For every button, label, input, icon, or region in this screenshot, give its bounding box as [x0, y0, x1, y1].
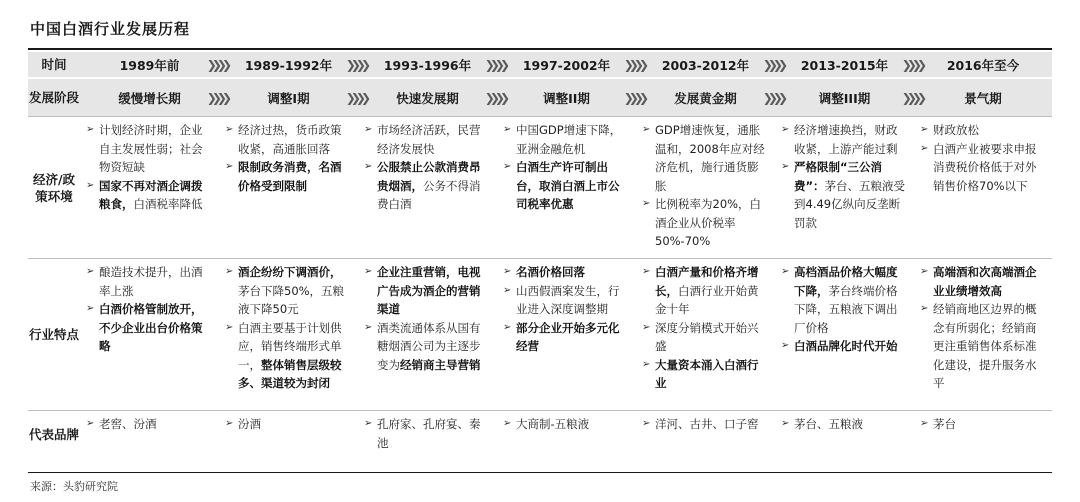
- brand-cell: [80, 411, 219, 459]
- bullet-list: [497, 411, 636, 438]
- chevron-arrow-icon: ❯❯❯❯: [345, 90, 366, 105]
- bold-text: 严格限制“三公消费”：: [794, 160, 883, 193]
- industry-cell: [219, 259, 358, 411]
- bullet-item: [86, 263, 213, 300]
- chevron-arrow-icon: ❯❯❯❯: [762, 57, 783, 72]
- bullet-item: [503, 121, 630, 158]
- bullet-list: [358, 259, 497, 378]
- bold-text: 白酒产量和价格齐增长，: [655, 265, 759, 298]
- bold-text: 高档酒品价格大幅度下降，: [794, 265, 898, 298]
- bullet-list: [914, 259, 1052, 397]
- bullet-item: [86, 300, 213, 356]
- bold-text: 公服禁止公款消费昂贵烟酒，: [377, 160, 481, 193]
- chevron-arrow-icon: ❯❯❯❯: [623, 90, 644, 105]
- bullet-list: [80, 259, 219, 360]
- stage-cell: 缓慢增长期 ❯❯❯❯: [80, 78, 219, 117]
- bullet-item: [225, 319, 352, 393]
- econ-label: 经济/政策环境: [28, 117, 80, 259]
- time-header-row: [28, 52, 1052, 78]
- econ-cell: [80, 117, 219, 259]
- bullet-item: [642, 121, 769, 195]
- bullet-item: [642, 263, 769, 319]
- bullet-list: [775, 259, 914, 360]
- econ-cell: [219, 117, 358, 259]
- bold-text: 白酒价格管制放开，不少企业出台价格策略: [99, 302, 203, 353]
- history-table: [28, 52, 1052, 459]
- bullet-text: 市场经济活跃，民营经济发展快: [377, 123, 481, 156]
- bullet-list: [497, 259, 636, 360]
- econ-cell: [497, 117, 636, 259]
- bullet-list: [358, 117, 497, 218]
- period-cell: 1989-1992年 ❯❯❯❯: [219, 52, 358, 78]
- bullet-item: [642, 356, 769, 393]
- period-cell: 1997-2002年 ❯❯❯❯: [497, 52, 636, 78]
- bullet-text: GDP增速恢复，通胀温和，2008年应对经济危机，施行通货膨胀: [655, 123, 765, 193]
- time-label: 时间: [28, 52, 80, 78]
- industry-cell: [358, 259, 497, 411]
- industry-cell: [636, 259, 775, 411]
- bullet-text: 深度分销模式开始兴盛: [655, 320, 759, 353]
- bold-text: 经销商主导营销: [400, 357, 481, 372]
- bullet-item: [86, 121, 213, 177]
- stage-label: 发展阶段: [28, 78, 80, 117]
- bullet-text: 茅台、五粮液受到4.49亿纵向反垄断罚款: [794, 178, 906, 230]
- bullet-item: [225, 263, 352, 319]
- bullet-list: [358, 411, 497, 456]
- bullet-text: 白酒税率降低: [133, 197, 203, 211]
- bullet-item: [781, 121, 908, 158]
- bold-text: 白酒品牌化时代开始: [794, 339, 898, 353]
- bullet-item: [920, 140, 1046, 196]
- bullet-item: [920, 121, 1046, 140]
- bullet-item: ➢ 洋河、古井、口子窖: [642, 415, 769, 434]
- bullet-list: [914, 117, 1052, 199]
- bullet-item: [364, 158, 491, 214]
- chevron-arrow-icon: ❯❯❯❯: [623, 57, 644, 72]
- brand-cell: [914, 411, 1052, 459]
- bullet-item: [364, 319, 491, 375]
- bullet-text: 茅台终端价格下降，五粮液下调出厂价格: [794, 283, 898, 335]
- bullet-list: [914, 411, 1052, 438]
- brand-cell: [636, 411, 775, 459]
- bullet-text: 经济过热，货币政策收紧，高通胀回落: [238, 123, 342, 156]
- bold-text: 白酒生产许可制出台，取消白酒上市公司税率优惠: [516, 160, 620, 211]
- bold-text: 高端酒和次高端酒企业业绩增效高: [933, 265, 1037, 298]
- bullet-text: 中国GDP增速下降，亚洲金融危机: [516, 123, 622, 156]
- bullet-text: 酿造技术提升，出酒率上涨: [99, 265, 203, 298]
- bold-text: 酒企纷纷下调酒价，: [238, 265, 342, 279]
- bold-text: 整体销售层级较多、渠道较为封闭: [238, 357, 342, 390]
- bullet-text: 茅台下降50%，五粮液下降50元: [238, 283, 345, 316]
- bullet-item: [781, 337, 908, 356]
- bullet-item: [503, 158, 630, 214]
- bullet-item: [225, 121, 352, 158]
- bullet-item: [86, 177, 213, 214]
- bullet-item: [503, 263, 630, 282]
- bullet-item: ➢ 老窖、汾酒: [86, 415, 213, 434]
- industry-label: 行业特点: [28, 259, 80, 411]
- footer-rule: [28, 472, 1052, 473]
- bold-text: 国家不再对酒企调拨粮食，: [99, 178, 203, 211]
- chevron-arrow-icon: ❯❯❯❯: [206, 57, 227, 72]
- bullet-item: [920, 300, 1046, 393]
- bullet-list: [636, 117, 775, 255]
- industry-cell: [775, 259, 914, 411]
- chevron-arrow-icon: ❯❯❯❯: [206, 90, 227, 105]
- bullet-item: [503, 319, 630, 356]
- bullet-text: 山西假酒案发生，行业进入深度调整期: [516, 283, 620, 316]
- stage-row: [28, 78, 1052, 117]
- stage-cell: 景气期: [914, 78, 1052, 117]
- industry-cell: [497, 259, 636, 411]
- chevron-arrow-icon: ❯❯❯❯: [345, 57, 366, 72]
- brand-cell: [497, 411, 636, 459]
- bullet-item: [781, 158, 908, 232]
- bold-text: 部分企业开始多元化经营: [516, 320, 620, 353]
- econ-cell: [636, 117, 775, 259]
- stage-cell: 调整I期 ❯❯❯❯: [219, 78, 358, 117]
- econ-cell: [775, 117, 914, 259]
- bullet-text: 财政放松: [933, 123, 979, 137]
- source-note: 来源：头豹研究院: [30, 480, 118, 493]
- bullet-item: [642, 319, 769, 356]
- brand-cell: [775, 411, 914, 459]
- bullet-list: [775, 117, 914, 236]
- brand-cell: [358, 411, 497, 459]
- stage-cell: 调整II期 ❯❯❯❯: [497, 78, 636, 117]
- chevron-arrow-icon: ❯❯❯❯: [484, 90, 505, 105]
- bullet-item: [642, 195, 769, 251]
- title-rule: [28, 48, 1052, 50]
- bullet-list: [219, 411, 358, 438]
- period-cell: 1993-1996年 ❯❯❯❯: [358, 52, 497, 78]
- bullet-item: [920, 263, 1046, 300]
- bullet-list: [80, 117, 219, 218]
- chevron-arrow-icon: ❯❯❯❯: [901, 90, 922, 105]
- bullet-item: ➢ 茅台: [920, 415, 1046, 434]
- period-cell: 2003-2012年 ❯❯❯❯: [636, 52, 775, 78]
- industry-row: [28, 259, 1052, 411]
- bullet-text: 比例税率为20%，白酒企业从价税率50%-70%: [655, 197, 762, 248]
- bullet-item: [364, 263, 491, 319]
- bold-text: 限制政务消费，名酒价格受到限制: [238, 160, 342, 193]
- industry-cell: [914, 259, 1052, 411]
- bullet-item: [225, 158, 352, 195]
- bullet-text: 白酒产业被要求申报消费税价格低于对外销售价格70%以下: [933, 141, 1037, 193]
- bold-text: 企业注重营销，电视广告成为酒企的营销渠道: [377, 265, 481, 316]
- bold-text: 大量资本涌入白酒行业: [655, 357, 759, 390]
- bullet-item: ➢ 汾酒: [225, 415, 352, 434]
- econ-row: [28, 117, 1052, 259]
- bullet-list: [219, 259, 358, 397]
- brand-row: [28, 411, 1052, 459]
- bullet-list: [80, 411, 219, 438]
- period-cell: 2016年至今: [914, 52, 1052, 78]
- chevron-arrow-icon: ❯❯❯❯: [484, 57, 505, 72]
- chevron-arrow-icon: ❯❯❯❯: [901, 57, 922, 72]
- brand-label: 代表品牌: [28, 411, 80, 459]
- bullet-text: 白酒行业开始黄金十年: [655, 283, 759, 316]
- bullet-list: [775, 411, 914, 438]
- bullet-text: 经销商地区边界的概念有所弱化；经销商更注重销售体系标准化建设，提升服务水平: [933, 302, 1037, 390]
- period-cell: 1989年前 ❯❯❯❯: [80, 52, 219, 78]
- bullet-list: [636, 411, 775, 438]
- bullet-text: 计划经济时期，企业自主发展性弱；社会物资短缺: [99, 123, 203, 174]
- bullet-text: 经济增速换挡，财政收紧，上游产能过剩: [794, 123, 898, 156]
- bullet-text: 公务不得消费白酒: [377, 178, 481, 211]
- page-title: 中国白酒行业发展历程: [30, 20, 191, 38]
- bullet-text: 白酒主要基于计划供应，销售终端形式单一，: [238, 320, 342, 372]
- stage-cell: 发展黄金期 ❯❯❯❯: [636, 78, 775, 117]
- econ-cell: [914, 117, 1052, 259]
- bullet-item: [781, 263, 908, 337]
- chevron-arrow-icon: ❯❯❯❯: [762, 90, 783, 105]
- bullet-list: [219, 117, 358, 199]
- bullet-list: [497, 117, 636, 218]
- brand-cell: [219, 411, 358, 459]
- bold-text: 名酒价格回落: [516, 265, 585, 279]
- industry-cell: [80, 259, 219, 411]
- bullet-item: [364, 121, 491, 158]
- bullet-item: [503, 282, 630, 319]
- bullet-item: ➢ 大商制-五粮液: [503, 415, 630, 434]
- bullet-text: 酒类流通体系从国有糖烟酒公司为主逐步变为: [377, 320, 481, 372]
- period-cell: 2013-2015年 ❯❯❯❯: [775, 52, 914, 78]
- econ-cell: [358, 117, 497, 259]
- stage-cell: 快速发展期 ❯❯❯❯: [358, 78, 497, 117]
- stage-cell: 调整III期 ❯❯❯❯: [775, 78, 914, 117]
- bullet-item: ➢ 孔府家、孔府宴、秦池: [364, 415, 491, 452]
- bullet-list: [636, 259, 775, 397]
- bullet-item: ➢ 茅台、五粮液: [781, 415, 908, 434]
